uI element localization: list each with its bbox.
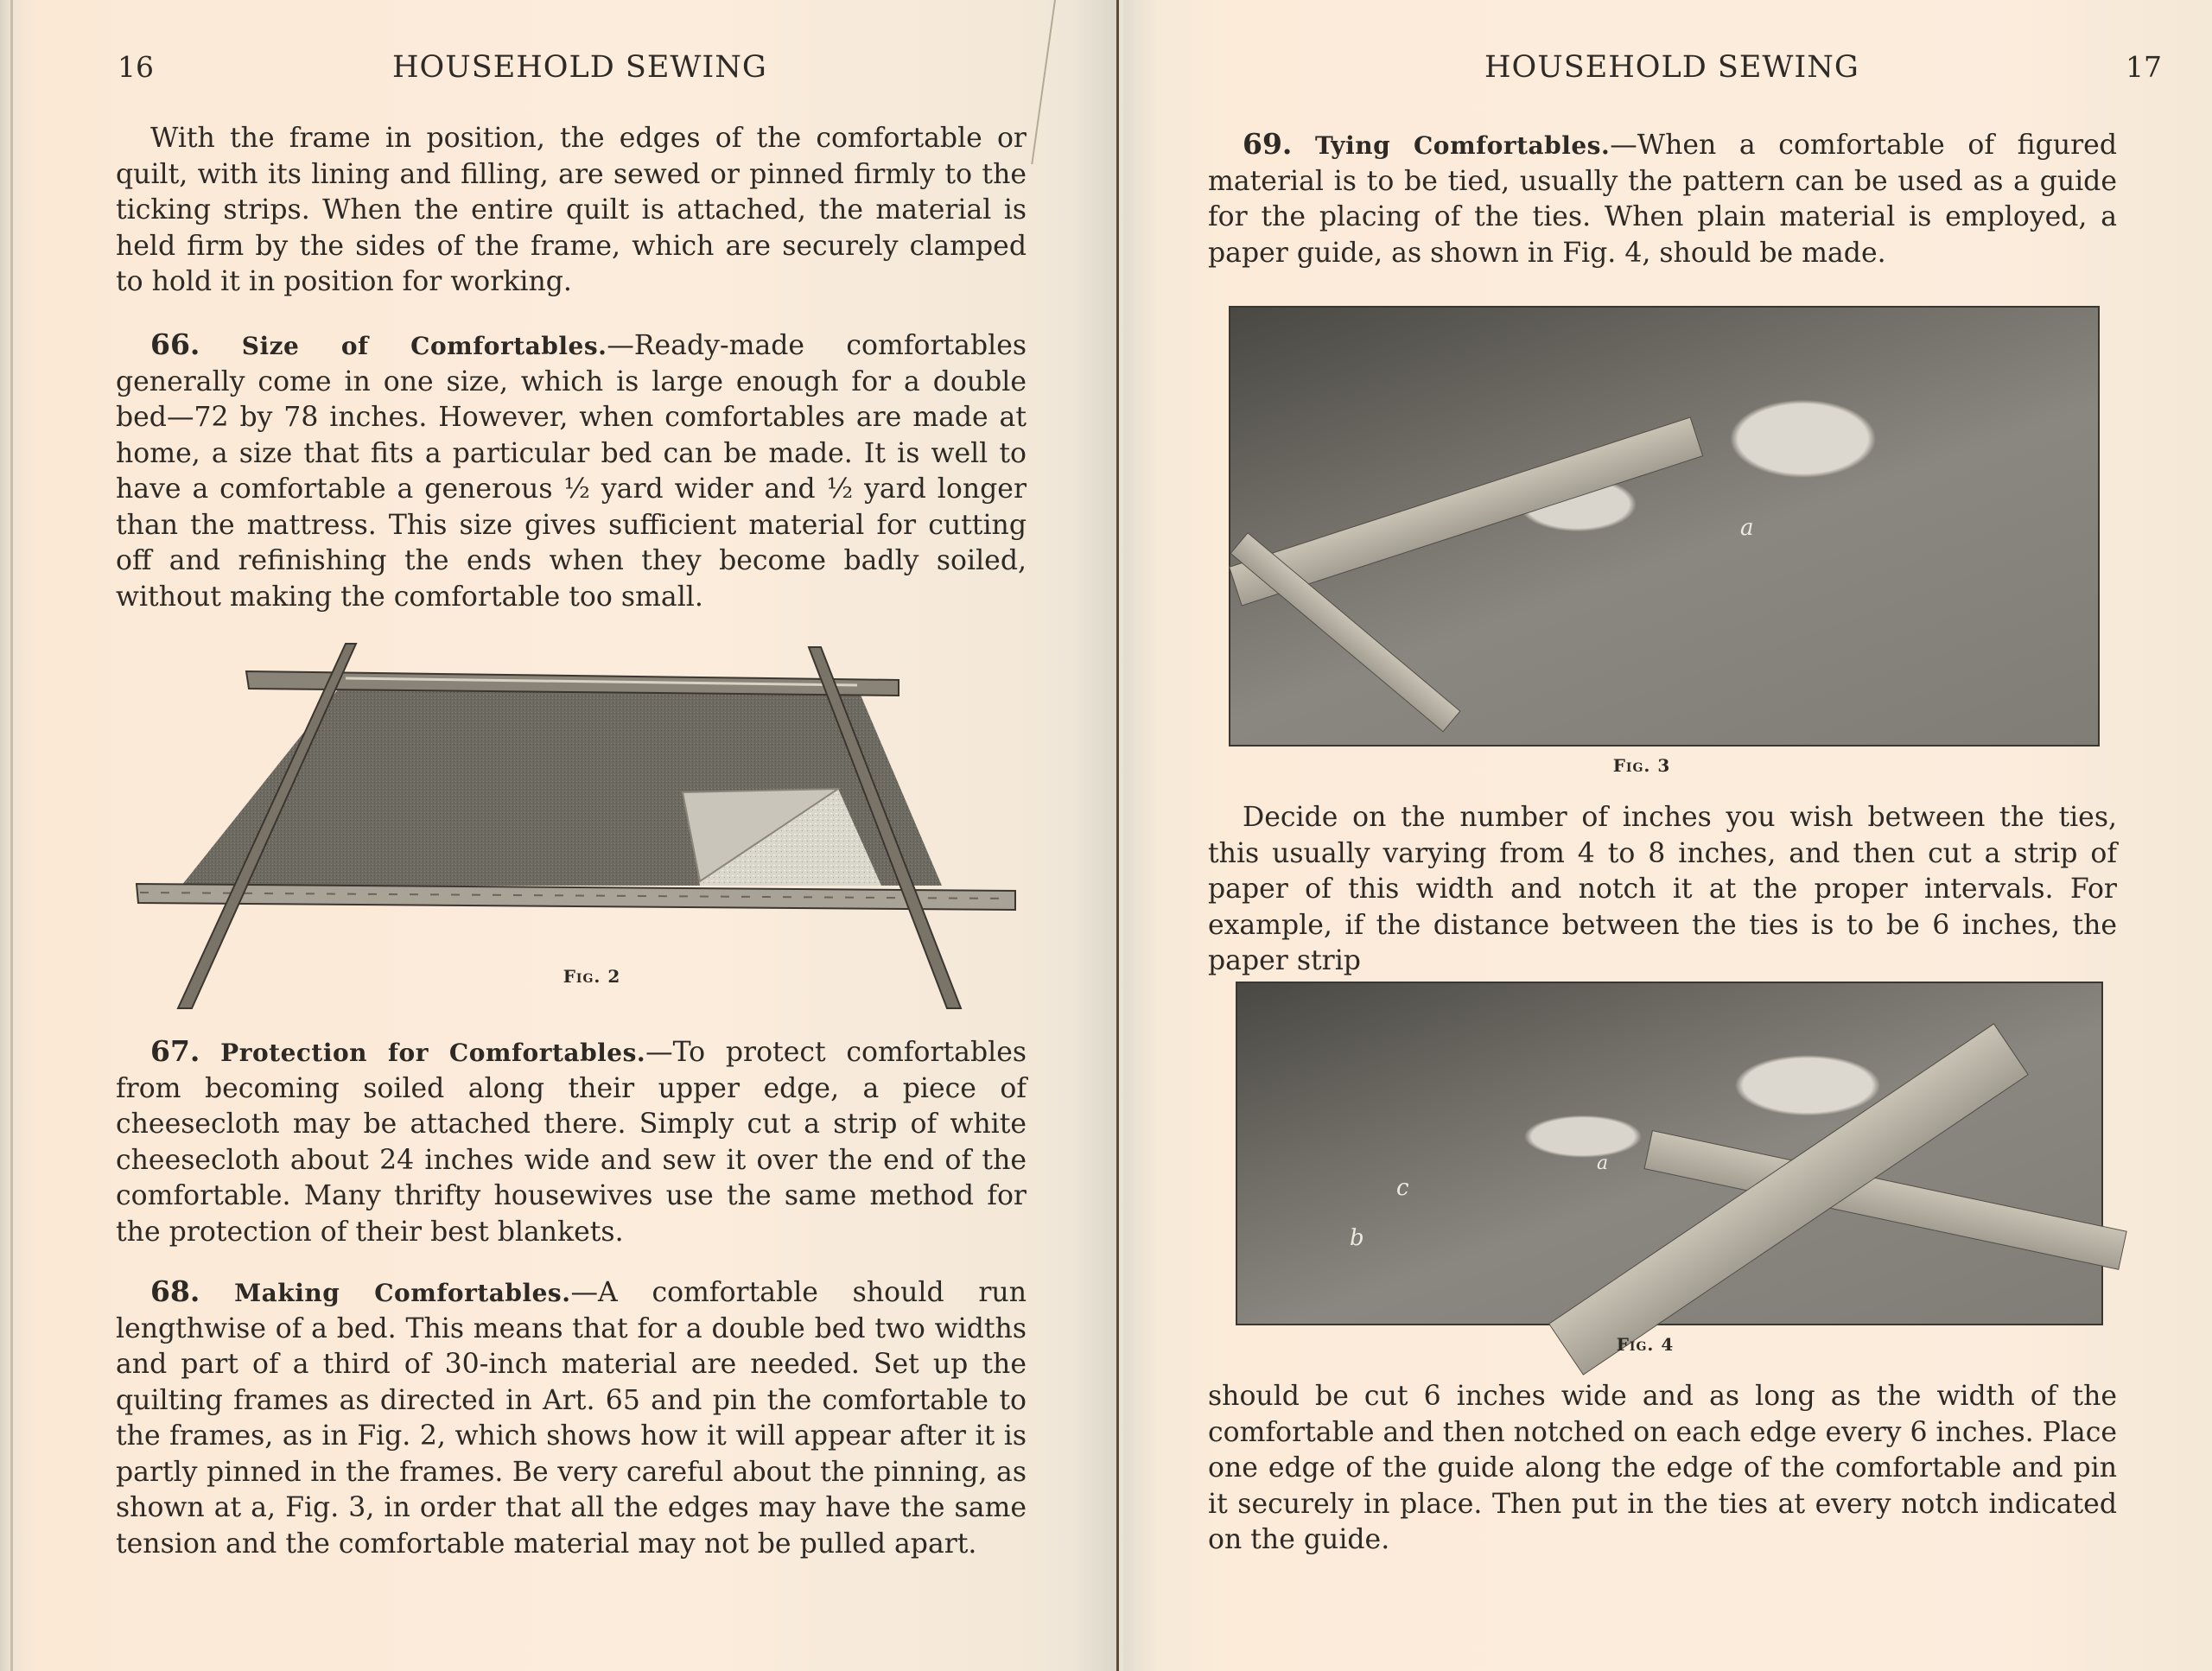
- figure-2: [130, 635, 1020, 1015]
- page-number: 16: [118, 50, 154, 84]
- article-body: —Ready-made comfortables generally come in one size, which is large enough for a double bed—72 by 78 inches. However, when comfortables are made at home, a size that fits a particular bed can be made. It is well to have a comfortable a generous ½ yard wider and ½ yard longer than the mattress. This size gives sufficient material for cutting off and refinishing the ends when they become badly soiled, without making the comfortable too small.: [116, 330, 1027, 613]
- figure-4-caption: Fig. 4: [1616, 1334, 1675, 1355]
- article-body: —A comfortable should run lengthwise of a bed. This means that for a double bed two widths and part of a third of 30-inch material are needed. Set up the quilting frames as directed in Art. 65 and pin the comfortable to the frames, as in Fig. 2, which shows how it will appear after it is partly pinned in the frames. Be very careful about the pinning, as shown at a, Fig. 3, in order that all the edges may have the same tension and the comfortable material may not be pulled apart.: [116, 1277, 1027, 1560]
- book-gutter: [1116, 0, 1119, 1671]
- running-head: HOUSEHOLD SEWING: [392, 50, 767, 85]
- article-66: [116, 327, 1027, 615]
- article-title: Tying Comfortables.: [1315, 131, 1611, 160]
- article-number: 67.: [150, 1034, 200, 1068]
- figure-label-a: a: [1597, 1153, 1609, 1174]
- article-number: 66.: [150, 327, 200, 361]
- article-number: 69.: [1243, 127, 1293, 161]
- figure-2-caption: Fig. 2: [563, 966, 621, 987]
- intro-paragraph: [116, 121, 1027, 301]
- article-body: —To protect comfortables from becoming soiled along their upper edge, a piece of cheesecloth may be attached there. Simply cut a strip of white cheesecloth about 24 inches wide and sew it over the end of the comfortable. Many thrifty housewives use the same method for the protection of their best blankets.: [116, 1037, 1027, 1248]
- article-title: Protection for Comfortables.: [220, 1039, 646, 1067]
- article-body: —When a comfortable of figured material is to be tied, usually the pattern can be used as a guide for the placing of the ties. When plain material is employed, a paper guide, as shown in Fig. 4, should be made.: [1208, 130, 2117, 269]
- article-69: [1208, 126, 2117, 271]
- article-title: Size of Comfortables.: [241, 332, 607, 360]
- page-number: 17: [2126, 50, 2162, 84]
- article-68: [116, 1274, 1027, 1562]
- final-paragraph: [1208, 1379, 2117, 1559]
- figure-4-photo: [1236, 982, 2103, 1325]
- quilting-frame-illustration: [130, 635, 1020, 1015]
- figure-label-c: c: [1396, 1175, 1409, 1201]
- page-edge: [10, 0, 13, 1671]
- paragraph-text: With the frame in position, the edges of the comfortable or quilt, with its lining and filling, are sewed or pinned firmly to the ticking strips. When the entire quilt is attached, the material is held firm by the sides of the frame, which are securely clamped to hold it in position for working.: [116, 123, 1027, 297]
- gutter-shadow: [1071, 0, 1116, 1671]
- article-67: [116, 1033, 1027, 1250]
- paragraph-text: Decide on the number of inches you wish between the ties, this usually varying from 4 to 8 inches, and then cut a strip of paper of this width and notch it at the proper intervals. For example, if the distance between the ties is to be 6 inches, the paper strip: [1208, 802, 2117, 976]
- article-number: 68.: [150, 1274, 200, 1308]
- paragraph-text: should be cut 6 inches wide and as long as the width of the comfortable and then notched on each edge every 6 inches. Place one edge of the guide along the edge of the comfortable and pin it securely in place. Then put in the ties at every notch indicated on the guide.: [1208, 1381, 2117, 1555]
- running-head: HOUSEHOLD SEWING: [1484, 50, 1859, 85]
- page-tear: [1014, 0, 1056, 164]
- figure-label-b: b: [1350, 1225, 1364, 1251]
- right-page: [1123, 0, 2212, 1671]
- figure-3-photo: [1229, 306, 2100, 747]
- article-title: Making Comfortables.: [234, 1279, 571, 1307]
- bottom-rail: [137, 884, 1015, 910]
- middle-paragraph: [1208, 800, 2117, 980]
- figure-label-a: a: [1740, 515, 1754, 541]
- figure-3-caption: Fig. 3: [1612, 755, 1671, 776]
